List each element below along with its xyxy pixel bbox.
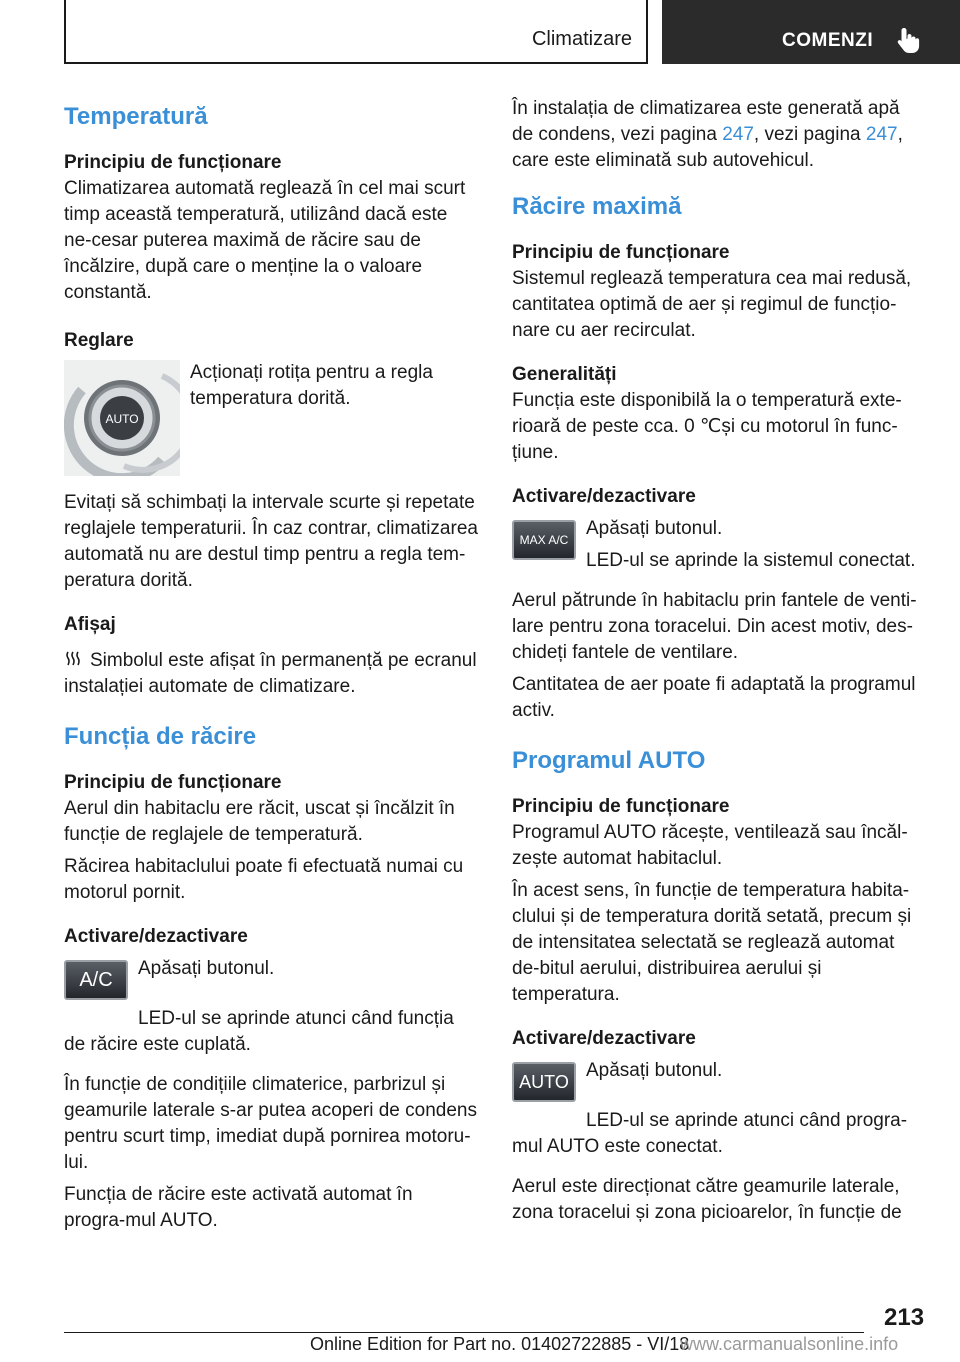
subheading-principiu: Principiu de funcționare (64, 152, 282, 173)
paragraph: LED-ul se aprinde atunci când progra-mul AUTO este conectat. (512, 1110, 908, 1157)
knob-label: AUTO (105, 412, 139, 426)
subheading-generalitati: Generalități (512, 364, 617, 385)
subheading-activare: Activare/dezactivare (512, 486, 696, 507)
subheading-reglare: Reglare (64, 330, 134, 351)
max-ac-button-label: MAX A/C (519, 533, 569, 547)
section-title: Climatizare (531, 28, 632, 50)
watermark: www.carmanualsonline.info (680, 1334, 899, 1354)
header-box (64, 0, 648, 64)
heading-programul-auto: Programul AUTO (512, 747, 706, 774)
paragraph: În acest sens, în funcție de temperatura habita-clului și de temperatura dorită setată, precum și de intensitatea selectată se reglează automat de-bitul aerului, distribuirea aerului și temperatura. (512, 880, 912, 1005)
paragraph: Apăsați butonul. (586, 1060, 723, 1081)
paragraph: LED-ul se aprinde la sistemul conectat. (586, 550, 916, 571)
footer-divider (64, 1332, 864, 1333)
rotary-knob-icon (64, 360, 180, 476)
subheading-principiu: Principiu de funcționare (512, 796, 730, 817)
heading-racire-maxima: Răcire maximă (512, 193, 682, 220)
hand-pointer-icon (893, 24, 925, 56)
paragraph: Acționați rotița pentru a regla temperatura dorită. (190, 362, 433, 409)
paragraph: Evitați să schimbați la intervale scurte și repetate reglajele temperaturii. În caz contrar, climatizarea automată nu are destul timp pentru a regla tem-peratura dorită. (64, 492, 478, 591)
paragraph: Programul AUTO răcește, ventilează sau încăl-zește automat habitaclul. (512, 822, 908, 869)
subheading-principiu: Principiu de funcționare (64, 772, 282, 793)
auto-button-label: AUTO (519, 1071, 569, 1092)
paragraph: Funcția de răcire este activată automat în progra-mul AUTO. (64, 1184, 413, 1231)
paragraph: Răcirea habitaclului poate fi efectuată numai cu motorul pornit. (64, 856, 464, 903)
ac-button-label: A/C (79, 968, 113, 991)
paragraph: Apăsați butonul. (586, 518, 723, 539)
condens-paragraph (512, 96, 926, 174)
paragraph: În funcție de condițiile climaterice, parbrizul și geamurile laterale s-ar putea acoperi de condens pentru scurt timp, imediat după pornirea motoru-lui. (64, 1074, 477, 1173)
paragraph: Sistemul reglează temperatura cea mai redusă, cantitatea optimă de aer și regimul de funcțio-nare cu aer recirculat. (512, 268, 912, 341)
auto-button-image (512, 1062, 576, 1102)
heat-waves-icon (64, 650, 82, 668)
afisaj-paragraph (64, 648, 478, 700)
right-column (512, 96, 926, 1226)
temperature-knob-image (64, 360, 180, 476)
page-link[interactable]: 247 (722, 124, 754, 145)
paragraph: LED-ul se aprinde atunci când funcția de răcire este cuplată. (64, 1008, 454, 1055)
subheading-activare: Activare/dezactivare (512, 1028, 696, 1049)
paragraph: Aerul este direcționat către geamurile laterale, zona toracelui și zona picioarelor, în funcție de (512, 1176, 902, 1223)
paragraph: Apăsați butonul. (138, 958, 275, 979)
paragraph: Cantitatea de aer poate fi adaptată la programul activ. (512, 674, 916, 721)
text-run: În instalația de climatizarea este generată apă de condens, vezi pagina (512, 98, 900, 145)
subheading-principiu: Principiu de funcționare (512, 242, 730, 263)
afisaj-text: Simbolul este afișat în permanență pe ecranul instalației automate de climatizare. (64, 650, 477, 697)
heading-temperatura: Temperatură (64, 103, 208, 130)
subheading-afisaj: Afișaj (64, 614, 116, 635)
subheading-activare: Activare/dezactivare (64, 926, 248, 947)
page-number: 213 (884, 1304, 925, 1331)
ac-button-image (64, 960, 128, 1000)
paragraph: Aerul pătrunde în habitaclu prin fantele de venti-lare pentru zona toracelui. Din acest motiv, des-chideți fantele de ventilare. (512, 590, 917, 663)
paragraph: Funcția este disponibilă la o temperatură exte-rioară de peste cca. 0 ℃și cu motorul în func-țiune. (512, 390, 902, 463)
text-run: , care este eliminată sub autovehicul. (512, 124, 903, 171)
heading-functia-racire: Funcția de răcire (64, 723, 257, 750)
max-ac-row (512, 516, 926, 574)
reglare-row (64, 360, 478, 476)
auto-row (512, 1058, 926, 1102)
edition-text: Online Edition for Part no. 01402722885 - VI/18 (310, 1334, 690, 1354)
paragraph: Climatizarea automată reglează în cel mai scurt timp această temperatură, utilizând dacă este ne-cesar puterea maximă de răcire sau de încălzire, după care o menține la o valoare constantă. (64, 178, 466, 303)
left-column (64, 96, 478, 1234)
page-link[interactable]: 247 (865, 124, 898, 145)
max-ac-button-image (512, 520, 576, 560)
chapter-tab-label: COMENZI (782, 30, 874, 51)
ac-row (64, 956, 478, 1000)
paragraph: Aerul din habitaclu ere răcit, uscat și încălzit în funcție de reglajele de temperatură. (64, 798, 455, 845)
text-run: , vezi pagina (753, 124, 866, 145)
